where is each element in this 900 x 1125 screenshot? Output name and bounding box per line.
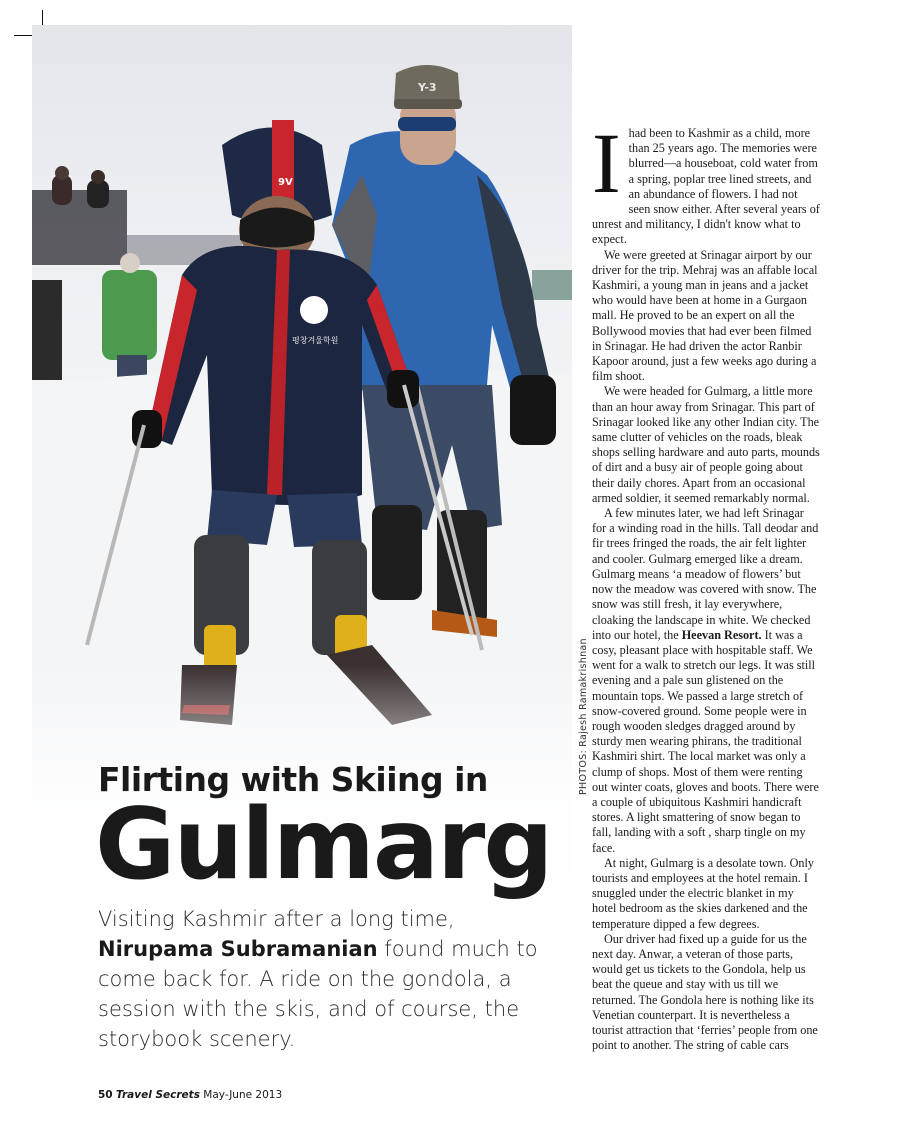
headline-line-2: Gulmarg — [95, 788, 552, 902]
paragraph-4-text-a: A few minutes later, we had left Srinagar for a winding road in the hills. Tall deodar and fir trees fringed the roads, the air felt lighter and cooler. Gulmarg emerged like a dream. Gulmarg means ‘a meadow of flowers’ but now the meadow was covered with snow. The snow was still fresh, it lay everywhere, cloaking the landscape in white. We checked into our hotel, the — [592, 506, 819, 642]
article-body — [592, 115, 820, 1053]
paragraph-3: We were headed for Gulmarg, a little more than an hour away from Srinagar. This part of Srinagar looked like any other Indian city. The same clutter of vehicles on the roads, bleak shops selling hardware and auto parts, mounds of dirt and a busy air of people going about their daily chores. Apart from an occasional armed soldier, it seemed remarkably normal. — [592, 384, 820, 505]
hotel-name: Heevan Resort. — [681, 627, 762, 642]
deck-author: Nirupama Subramanian — [98, 937, 378, 961]
page-number: 50 — [98, 1089, 113, 1101]
magazine-name: Travel Secrets — [115, 1089, 200, 1101]
page-footer — [98, 1089, 282, 1101]
cap-label: Y-3 — [418, 81, 437, 94]
issue-date: May-June 2013 — [203, 1089, 283, 1101]
crop-mark-vertical — [42, 10, 43, 26]
deck-rest: found much to come back for. A ride on the gondola, a session with the skis, and of course, the storybook scenery. — [98, 937, 538, 1051]
drop-cap: I — [592, 115, 621, 211]
photo-credit: PHOTOS: Rajesh Ramakrishnan — [578, 638, 589, 795]
badge-label: 평창겨울학원 — [292, 336, 339, 345]
paragraph-6: Our driver had fixed up a guide for us the next day. Anwar, a veteran of those parts, would get us tickets to the Gondola, help us beat the queue and stay with us till we returned. The Gondola here is nothing like its Venetian counterpart. It is nevertheless a tourist attraction that ‘ferries’ people from one point to another. The string of cable cars — [592, 931, 818, 1053]
paragraph-5: At night, Gulmarg is a desolate town. Only tourists and employees at the hotel remain. I snuggled under the electric blanket in my hotel bedroom as the skies darkened and the temperature dipped a few degrees. — [592, 855, 814, 931]
paragraph-4 — [592, 506, 820, 856]
headline-line-1: Flirting with Skiing in — [98, 760, 488, 799]
paragraph-4-text-b: It was a cosy, pleasant place with hospitable staff. We went for a walk to stretch our legs. It was still evening and a pale sun glistened on the mountain tops. We passed a large stretch of snow-covered ground. Some people were in rough wooden sledges dragged around by sturdy men wearing phirans, the traditional Kashmiri shirt. The local market was only a clump of shops. Most of them were renting out winter coats, gloves and boots. There were a couple of ubiquitous Kashmiri handicraft stores. A light smattering of snow began to fall, landing with a soft , sharp tingle on my face. — [592, 627, 819, 855]
paragraph-2: We were greeted at Srinagar airport by our driver for the trip. Mehraj was an affable local Kashmiri, a young man in jeans and a jacket who would have been at home in a Gurgaon mall. He proved to be an expert on all the Bollywood movies that had ever been filmed in Srinagar. He had driven the actor Ranbir Kapoor around, just a few weeks ago during a film shoot. — [592, 247, 818, 384]
hood-label: 9V — [278, 177, 293, 188]
deck-standfirst — [98, 904, 568, 1054]
paragraph-1-text: had been to Kashmir as a child, more than 25 years ago. The memories were blurred—a houseboat, cold water from a spring, poplar tree lined streets, and an abundance of flowers. I had not seen snow either. After several years of unrest and militancy, I didn't know what to expect. — [592, 126, 820, 247]
paragraph-1 — [592, 115, 820, 248]
deck-intro: Visiting Kashmir after a long time, — [98, 907, 455, 931]
